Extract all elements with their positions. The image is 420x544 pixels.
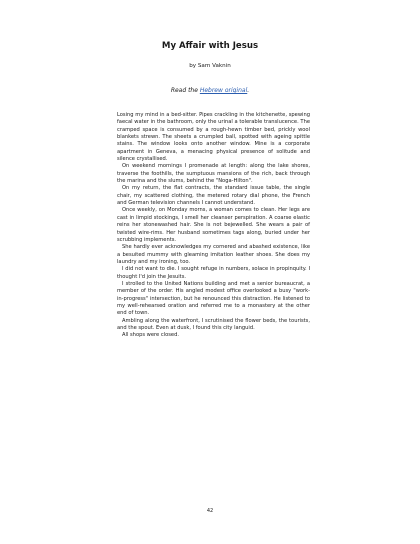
page-title: My Affair with Jesus [161, 41, 259, 51]
paragraph: Once weekly, on Monday morns, a woman comes to clean. Her legs are cast in limpid stockings, I smell her cleanser perspiration. A coarse elastic reins her stonewashed hair. She is not bejewelled. She wears a pair of twisted wire-rims. Her husband sometimes tags along, buried under her scrubbing implements. [117, 207, 310, 243]
read-prefix: Read the [170, 87, 200, 94]
paragraph: I strolled to the United Nations building and met a senior bureaucrat, a member of the order. His angled modest office overlooked a busy "work-in-progress" intersection, but he renounced this distraction. He listened to my well-rehearsed oration and referred me to a monastery at the other end of town. [117, 280, 310, 317]
author-byline: by Sam Vaknin [189, 63, 231, 69]
hebrew-original-link[interactable]: Hebrew original [199, 87, 248, 94]
read-suffix: . [247, 87, 250, 94]
paragraph: On my return, the flat contracts, the standard issue table, the single chair, my scattered clothing, the metered rotary dial phone, the French and German television channels I cannot understand. [117, 185, 310, 207]
original-link-line [0, 87, 420, 94]
story-body [117, 112, 310, 340]
paragraph: Ambling along the waterfront, I scrutinised the flower beds, the tourists, and the spout. Even at dusk, I found this city languid. [117, 317, 310, 331]
page-number: 42 [206, 508, 214, 514]
paragraph: Losing my mind in a bed-sitter. Pipes crackling in the kitchenette, spewing faecal water in the bathroom, only the urinal a tolerable translucence. The cramped space is consumed by a rough-hewn timber bed, prickly wool blankets strewn. The sheets a crumpled ball, spotted with ageing spittle stains. The window looks onto another window. Mine is a corporate apartment in Geneva, a menacing physical presence of solitude and silence crystallised. [117, 112, 310, 163]
paragraph: All shops were closed. [122, 332, 179, 339]
paragraph: She hardly ever acknowledges my cornered and abashed existence, like a besuited mummy with gleaming imitation leather shoes. She does my laundry and my ironing, too. [117, 244, 310, 265]
paragraph: On weekend mornings I promenade at length: along the lake shores, traverse the foothills, the sumptuous mansions of the rich, back through the marina and the slums, behind the "Noga-Hilton". [117, 163, 310, 185]
paragraph: I did not want to die. I sought refuge in numbers, solace in propinquity. I thought I'd join the Jesuits. [117, 266, 310, 280]
